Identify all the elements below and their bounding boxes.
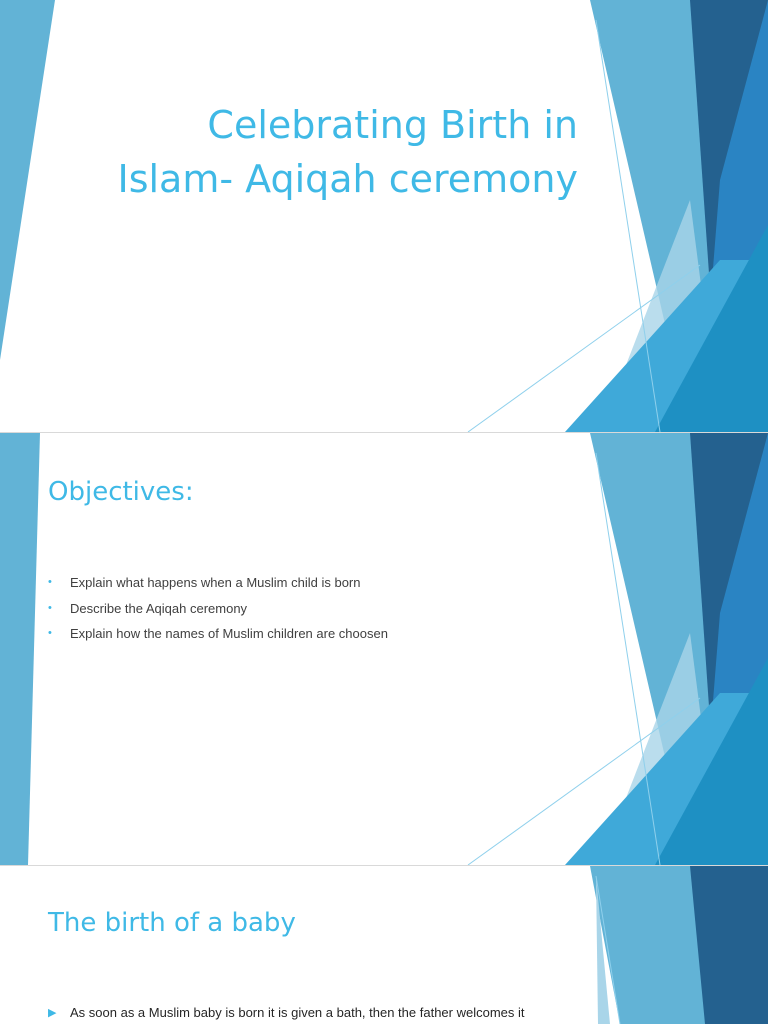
list-item-text: Describe the Aqiqah ceremony <box>70 600 248 616</box>
title-line-1: Celebrating Birth in <box>207 103 578 147</box>
objectives-list <box>48 570 388 647</box>
objectives-slide <box>0 433 768 865</box>
bullet-icon: • <box>48 576 52 588</box>
left-triangle-shape <box>0 433 40 865</box>
bullet-icon: • <box>48 601 52 614</box>
list-item <box>48 1003 525 1023</box>
title-line-2: Islam- Aqiqah ceremony <box>117 157 578 201</box>
birth-slide <box>0 866 768 1024</box>
list-item-text: As soon as a Muslim baby is born it is given a bath, then the father welcomes it <box>70 1005 525 1020</box>
list-item-text: Explain what happens when a Muslim child is born <box>70 575 361 590</box>
birth-list <box>48 1003 525 1023</box>
list-item <box>48 570 388 596</box>
slide-decoration <box>0 0 768 432</box>
list-item <box>48 621 388 647</box>
bullet-icon: • <box>48 627 52 639</box>
list-item <box>48 596 388 622</box>
arrow-bullet-icon: ▶ <box>48 1007 57 1019</box>
slide-heading: The birth of a baby <box>48 908 296 938</box>
title-slide <box>0 0 768 432</box>
slide-title <box>58 98 578 206</box>
left-triangle-shape <box>0 0 55 360</box>
list-item-text: Explain how the names of Muslim children are choosen <box>70 626 388 641</box>
slide-heading: Objectives: <box>48 477 194 507</box>
slide-decoration <box>0 866 768 1024</box>
